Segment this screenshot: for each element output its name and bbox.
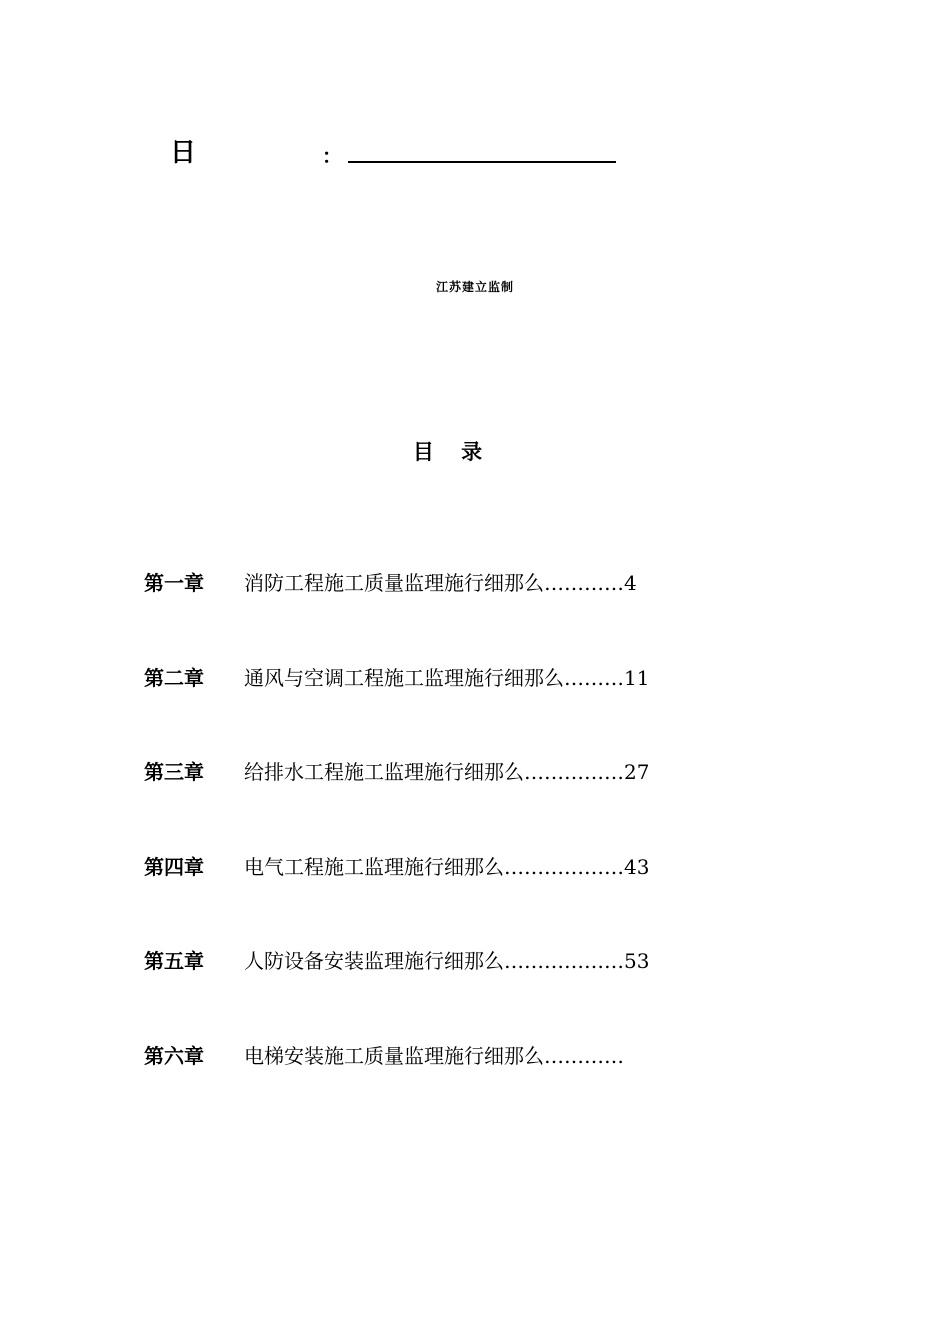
toc-page-number: 43 <box>624 854 650 879</box>
toc-entry <box>244 945 649 974</box>
date-underline <box>348 161 616 163</box>
toc-entry <box>244 567 637 596</box>
date-field-row <box>170 132 630 172</box>
toc-chapter-number: 第二章 <box>144 665 204 690</box>
date-colon: ： <box>322 144 342 168</box>
toc-leader: ………… <box>544 1043 624 1068</box>
toc-chapter-number: 第四章 <box>144 854 204 879</box>
toc-chapter-title: 通风与空调工程施工监理施行细那么 <box>244 665 564 690</box>
toc-chapter-title: 消防工程施工质量监理施行细那么 <box>244 571 544 595</box>
toc-item[interactable] <box>144 658 864 753</box>
toc-chapter-title: 电梯安装施工质量监理施行细那么 <box>244 1043 544 1068</box>
toc-item[interactable] <box>144 1036 864 1131</box>
toc-leader: ……………… <box>504 949 624 973</box>
toc-page-number: 11 <box>624 665 650 690</box>
toc-item[interactable] <box>144 563 864 658</box>
toc-page-number: 53 <box>624 949 650 973</box>
toc-leader: ……………… <box>504 854 624 879</box>
toc-list <box>144 563 864 1130</box>
toc-leader: ……… <box>564 665 624 690</box>
toc-chapter-title: 电气工程施工监理施行细那么 <box>244 854 504 879</box>
toc-leader: …………… <box>524 760 624 784</box>
date-label: 日 <box>170 138 197 168</box>
toc-page-number: 4 <box>624 571 637 595</box>
toc-chapter-number: 第一章 <box>144 571 204 595</box>
toc-chapter-number: 第三章 <box>144 760 204 784</box>
toc-entry <box>244 662 649 691</box>
toc-entry <box>244 1040 624 1069</box>
toc-chapter-number: 第五章 <box>144 949 204 973</box>
toc-page-number: 27 <box>624 760 650 784</box>
toc-chapter-number: 第六章 <box>144 1043 204 1068</box>
organization-label: 江苏建立监制 <box>435 280 514 294</box>
toc-title: 目 录 <box>412 440 493 464</box>
toc-chapter-title: 人防设备安装监理施行细那么 <box>244 949 504 973</box>
toc-entry <box>244 851 649 880</box>
toc-item[interactable] <box>144 752 864 847</box>
toc-leader: ………… <box>544 571 624 595</box>
toc-chapter-title: 给排水工程施工监理施行细那么 <box>244 760 524 784</box>
toc-item[interactable] <box>144 847 864 942</box>
toc-entry <box>244 756 649 785</box>
toc-item[interactable] <box>144 941 864 1036</box>
